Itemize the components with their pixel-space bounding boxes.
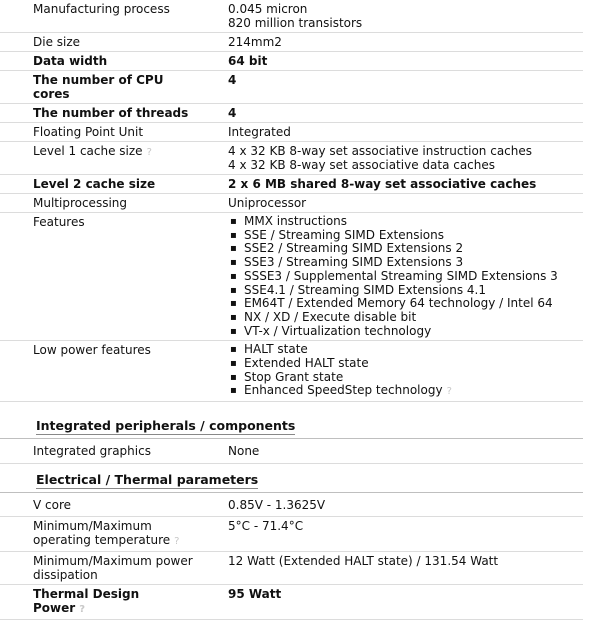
row-l2-cache [0,175,583,194]
label-text: Minimum/Maximum operating temperature [33,519,171,548]
value-line: 0.045 micron [228,2,308,16]
section-title: Electrical / Thermal parameters [36,472,259,488]
value: 4 [195,104,583,123]
label: The number of CPU cores [0,71,195,104]
list-item: ▪ MMX instructions [244,215,583,229]
value: 0.85V - 1.3625V [195,493,583,517]
row-data-width [0,52,583,71]
row-operating-temperature [0,517,583,552]
label-text: Thermal Design Power [33,587,140,616]
low-power-list [228,343,583,399]
label: Low power features [0,341,195,402]
label: Minimum/Maximum power dissipation [0,552,195,585]
help-icon[interactable]: ? [79,604,85,616]
help-icon[interactable]: ? [174,536,180,548]
value: 5°C - 71.4°C [195,517,583,552]
list-item: ▪ SSE4.1 / Streaming SIMD Extensions 4.1 [244,284,583,298]
label: Die size [0,33,195,52]
section-heading-peripherals [0,412,583,439]
spacer [0,402,595,412]
value: 2 x 6 MB shared 8-way set associative caches [195,175,583,194]
list-item: ▪ SSSE3 / Supplemental Streaming SIMD Extensions 3 [244,270,583,284]
section-heading-electrical [0,464,583,493]
help-icon[interactable]: ? [146,147,152,158]
help-icon[interactable]: ? [446,386,452,398]
label [0,517,195,552]
value: Uniprocessor [195,194,583,213]
label: Level 2 cache size [0,175,195,194]
value [195,213,583,341]
label: V core [0,493,195,517]
label: The number of threads [0,104,195,123]
list-item: ▪ SSE2 / Streaming SIMD Extensions 2 [244,242,583,256]
value-line: 820 million transistors [228,16,363,30]
row-die-size [0,33,583,52]
row-features [0,213,583,341]
row-multiprocessing [0,194,583,213]
label [0,585,195,620]
value: 12 Watt (Extended HALT state) / 131.54 Watt [195,552,583,585]
list-item-text: Enhanced SpeedStep technology [244,383,443,398]
row-v-core [0,493,583,517]
value: Integrated [195,123,583,142]
value: 64 bit [195,52,583,71]
row-l1-cache [0,142,583,175]
list-item [244,384,583,399]
value: None [195,439,583,464]
label: Features [0,213,195,341]
label: Manufacturing process [0,0,195,33]
value: 95 Watt [195,585,583,620]
list-item: ▪ Stop Grant state [244,371,583,385]
label: Floating Point Unit [0,123,195,142]
label: Integrated graphics [0,439,195,464]
list-item: ▪ VT-x / Virtualization technology [244,325,583,339]
list-item: ▪ SSE3 / Streaming SIMD Extensions 3 [244,256,583,270]
row-threads [0,104,583,123]
list-item: ▪ SSE / Streaming SIMD Extensions [244,229,583,243]
label: Data width [0,52,195,71]
value [195,341,583,402]
spec-table-peripherals [0,439,583,464]
label: Multiprocessing [0,194,195,213]
value: 4 [195,71,583,104]
value [195,142,583,175]
row-power-dissipation [0,552,583,585]
row-manufacturing-process [0,0,583,33]
value-line: 4 x 32 KB 8-way set associative instruction caches [228,144,533,158]
features-list [228,215,583,338]
row-integrated-graphics [0,439,583,464]
list-item: ▪ NX / XD / Execute disable bit [244,311,583,325]
row-fpu [0,123,583,142]
value: 214mm2 [195,33,583,52]
label [0,142,195,175]
list-item: ▪ HALT state [244,343,583,357]
value-line: 4 x 32 KB 8-way set associative data caches [228,158,496,172]
label-text: Level 1 cache size [33,144,143,158]
row-low-power [0,341,583,402]
list-item: ▪ Extended HALT state [244,357,583,371]
spec-table-electrical [0,493,583,620]
row-cpu-cores [0,71,583,104]
list-item: ▪ EM64T / Extended Memory 64 technology / Intel 64 [244,297,583,311]
value [195,0,583,33]
row-tdp [0,585,583,620]
section-title: Integrated peripherals / components [36,418,296,434]
